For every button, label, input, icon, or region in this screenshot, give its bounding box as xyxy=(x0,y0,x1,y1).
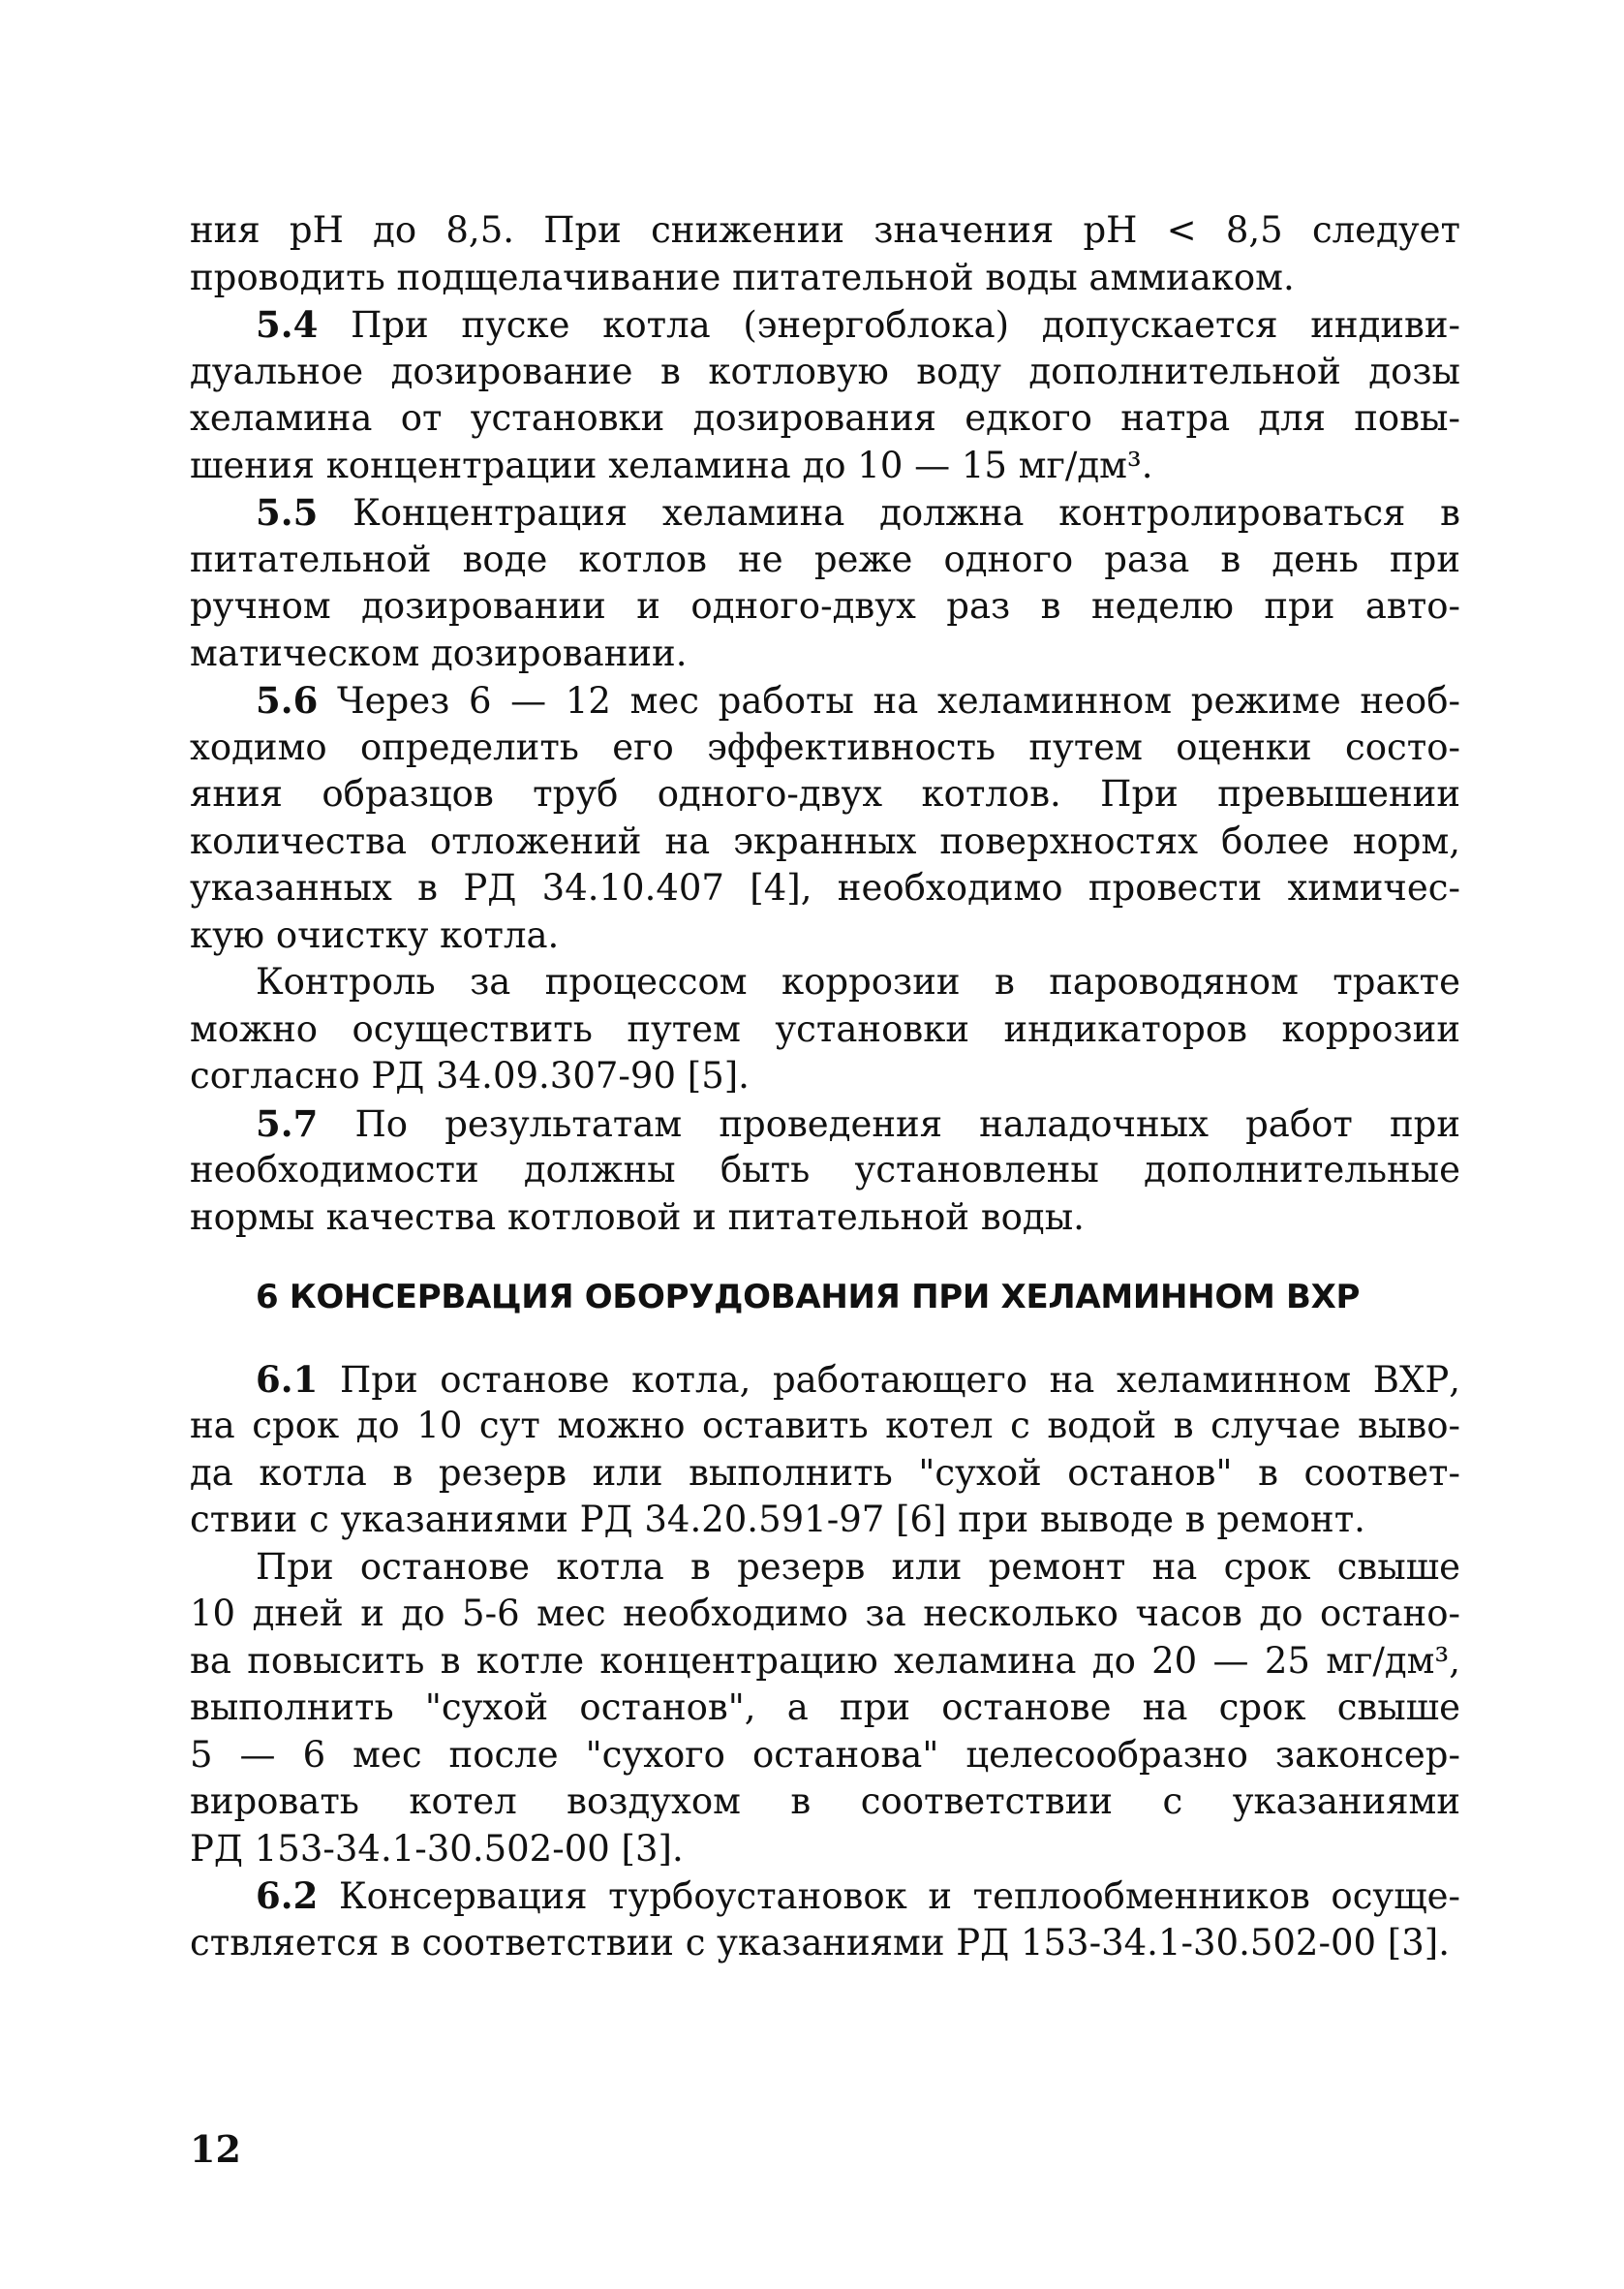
clause-number: 5.5 xyxy=(256,491,319,534)
page-number: 12 xyxy=(190,2127,241,2171)
paragraph-continuation xyxy=(190,207,1460,301)
text-line xyxy=(190,489,1460,537)
page-body xyxy=(190,207,1460,1966)
text-line: шения концентрации хеламина до 10 — 15 мг/дм³. xyxy=(190,444,1153,486)
text-fragment: По результатам проведения наладочных работ при xyxy=(354,1102,1460,1145)
text-fragment: При останове котла, работающего на хеламинном ВХР, xyxy=(340,1358,1460,1401)
text-line: на срок до 10 сут можно оставить котел с водой в случае выво- xyxy=(190,1405,1460,1446)
text-line: ния рН до 8,5. При снижении значения рН < 8,5 следует xyxy=(190,209,1460,251)
text-line: кую очистку котла. xyxy=(190,913,560,956)
text-line: да котла в резерв или выполнить "сухой останов" в соответ- xyxy=(190,1451,1460,1494)
text-line: выполнить "сухой останов", а при останове на срок свыше xyxy=(190,1686,1460,1728)
text-line xyxy=(190,1872,1460,1920)
text-line: 10 дней и до 5-6 мес необходимо за несколько часов до остано- xyxy=(190,1593,1460,1634)
text-line: ва повысить в котле концентрацию хеламина до 20 — 25 мг/дм³, xyxy=(190,1639,1460,1682)
text-line: согласно РД 34.09.307-90 [5]. xyxy=(190,1055,750,1097)
text-line: дуальное дозирование в котловую воду дополнительной дозы xyxy=(190,350,1460,392)
text-line: указанных в РД 34.10.407 [4], необходимо провести химичес- xyxy=(190,867,1460,909)
text-line: яния образцов труб одного-двух котлов. При превышении xyxy=(190,773,1460,815)
text-line: ствляется в соответствии с указаниями РД 153-34.1-30.502-00 [3]. xyxy=(190,1921,1450,1964)
text-fragment: Через 6 — 12 мес работы на хеламинном режиме необ- xyxy=(337,680,1460,722)
paragraph-corrosion-control xyxy=(190,959,1460,1100)
text-line: вировать котел воздухом в соответствии с указаниями xyxy=(190,1780,1460,1822)
clause-number: 6.2 xyxy=(256,1874,319,1917)
paragraph-5-6 xyxy=(190,677,1460,959)
text-fragment: Консервация турбоустановок и теплообменников осуще- xyxy=(338,1875,1461,1917)
clause-number: 5.7 xyxy=(256,1101,319,1145)
spacer xyxy=(190,1321,1460,1356)
spacer xyxy=(190,1241,1460,1274)
text-line: матическом дозировании. xyxy=(190,632,688,674)
text-line: нормы качества котловой и питательной воды. xyxy=(190,1195,1085,1238)
text-line: Контроль за процессом коррозии в пароводяном тракте xyxy=(256,961,1460,1003)
text-line: питательной воде котлов не реже одного раза в день при xyxy=(190,538,1460,580)
clause-number: 6.1 xyxy=(256,1357,319,1401)
text-fragment: Концентрация хеламина должна контролироваться в xyxy=(352,492,1460,534)
text-fragment: При пуске котла (энергоблока) допускается индиви- xyxy=(351,304,1461,346)
text-line: количества отложений на экранных поверхностях более норм, xyxy=(190,820,1460,862)
text-line: необходимости должны быть установлены дополнительные xyxy=(190,1149,1460,1191)
text-line xyxy=(190,1100,1460,1148)
paragraph-5-7 xyxy=(190,1100,1460,1242)
text-line: ручном дозировании и одного-двух раз в неделю при авто- xyxy=(190,585,1460,627)
text-line: хеламина от установки дозирования едкого натра для повы- xyxy=(190,397,1460,439)
text-line: При останове котла в резерв или ремонт на срок свыше xyxy=(256,1545,1460,1588)
text-line: РД 153-34.1-30.502-00 [3]. xyxy=(190,1827,684,1870)
clause-number: 5.6 xyxy=(256,679,319,722)
text-line: 5 — 6 мес после "сухого останова" целесообразно законсер- xyxy=(190,1733,1460,1776)
paragraph-5-4 xyxy=(190,301,1460,489)
text-line: проводить подщелачивание питательной воды аммиаком. xyxy=(190,256,1295,298)
paragraph-6-2 xyxy=(190,1872,1460,1966)
text-line xyxy=(190,1356,1460,1404)
text-line xyxy=(190,301,1460,349)
text-line: можно осуществить путем установки индикаторов коррозии xyxy=(190,1007,1460,1050)
paragraph-5-5 xyxy=(190,489,1460,677)
text-line: ходимо определить его эффективность путем оценки состо- xyxy=(190,726,1460,768)
text-line: ствии с указаниями РД 34.20.591-97 [6] при выводе в ремонт. xyxy=(190,1499,1365,1540)
text-line xyxy=(190,677,1460,725)
paragraph-6-1 xyxy=(190,1356,1460,1544)
paragraph-reserve-repair xyxy=(190,1544,1460,1873)
section-heading: 6 КОНСЕРВАЦИЯ ОБОРУДОВАНИЯ ПРИ ХЕЛАМИННОМ ВХР xyxy=(256,1278,1361,1316)
clause-number: 5.4 xyxy=(256,303,319,346)
